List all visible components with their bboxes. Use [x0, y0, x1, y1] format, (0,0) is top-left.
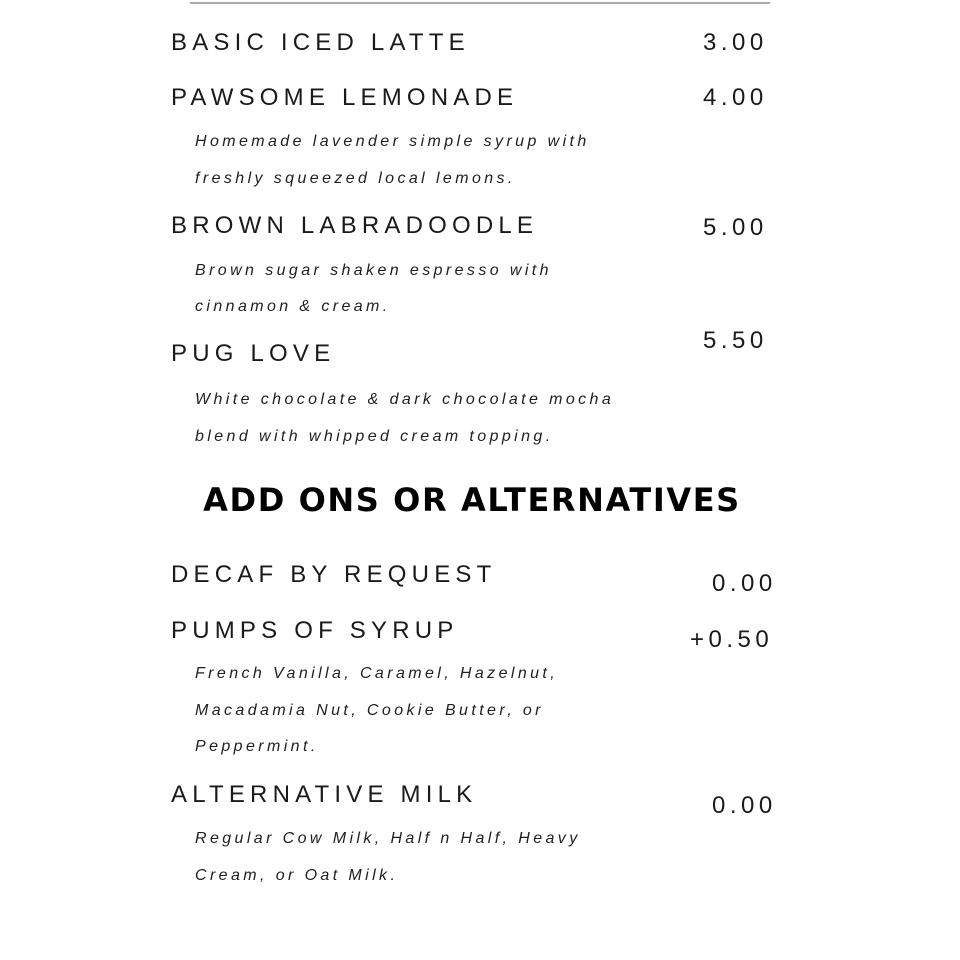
menu-item-price: +0.50: [690, 626, 774, 653]
menu-item-description: freshly squeezed local lemons.: [195, 170, 516, 187]
menu-item-name: ALTERNATIVE MILK: [171, 781, 478, 808]
menu-item-price: 3.00: [703, 29, 768, 56]
menu-item-description: Brown sugar shaken espresso with: [195, 262, 552, 279]
menu-item-name: BROWN LABRADOODLE: [171, 212, 539, 239]
menu-item-price: 5.50: [703, 327, 768, 354]
menu-item-description: blend with whipped cream topping.: [195, 428, 554, 445]
menu-item-description: Homemade lavender simple syrup with: [195, 133, 590, 150]
menu-item-name: BASIC ICED LATTE: [171, 29, 470, 56]
menu-item-price: 0.00: [712, 792, 777, 819]
menu-item-name: PAWSOME LEMONADE: [171, 84, 519, 111]
menu-item-description: Peppermint.: [195, 738, 319, 755]
top-divider: [190, 2, 770, 4]
menu-item-description: Macadamia Nut, Cookie Butter, or: [195, 702, 544, 719]
menu-item-name: DECAF BY REQUEST: [171, 561, 497, 588]
menu-item-description: French Vanilla, Caramel, Hazelnut,: [195, 665, 559, 682]
menu-item-description: Cream, or Oat Milk.: [195, 867, 399, 884]
menu-item-description: Regular Cow Milk, Half n Half, Heavy: [195, 830, 581, 847]
menu-item-description: White chocolate & dark chocolate mocha: [195, 391, 615, 408]
menu-item-price: 5.00: [703, 214, 768, 241]
menu-item-name: PUG LOVE: [171, 340, 336, 367]
section-heading: ADD ONS OR ALTERNATIVES: [203, 481, 741, 519]
menu-item-price: 0.00: [712, 570, 777, 597]
menu-item-name: PUMPS OF SYRUP: [171, 617, 459, 644]
menu-item-description: cinnamon & cream.: [195, 298, 391, 315]
menu-item-price: 4.00: [703, 84, 768, 111]
